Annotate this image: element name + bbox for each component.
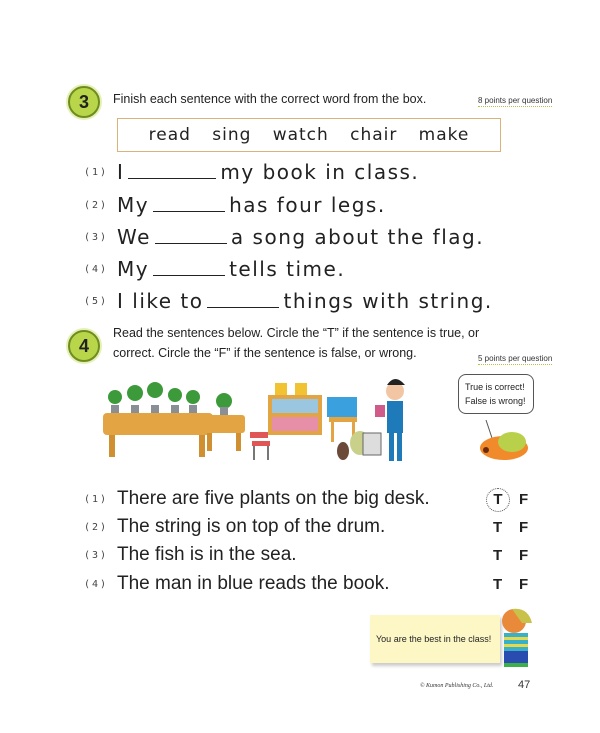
item-number: (3) bbox=[84, 550, 109, 561]
dog-mascot-icon bbox=[472, 414, 532, 464]
section-4-points: 5 points per question bbox=[478, 354, 553, 363]
sentence-text: has four legs. bbox=[229, 193, 386, 217]
page-number: 47 bbox=[518, 679, 531, 691]
chair-illustration bbox=[250, 432, 270, 460]
section-3-points: 8 points per question bbox=[478, 96, 553, 105]
mouse-illustration bbox=[337, 442, 349, 460]
true-option-circled[interactable]: T bbox=[486, 488, 510, 512]
sentence-text: things with string. bbox=[283, 289, 493, 313]
sentence-text: my book in class. bbox=[220, 160, 420, 184]
item-number: (4) bbox=[84, 579, 109, 590]
sentence-text: a song about the flag. bbox=[230, 225, 485, 249]
tf-sentence: There are five plants on the big desk. bbox=[117, 488, 430, 509]
big-desk-illustration bbox=[103, 382, 213, 457]
section-4-instruction-line1: Read the sentences below. Circle the “T” if the sentence is true, or bbox=[113, 326, 480, 340]
sentence-3-2 bbox=[117, 193, 386, 217]
item-number: (4) bbox=[84, 264, 109, 275]
bubble-text: False is wrong! bbox=[465, 396, 526, 406]
answer-blank[interactable] bbox=[207, 307, 279, 308]
section-4-instruction-line2: correct. Circle the “F” if the sentence is false, or wrong. bbox=[113, 346, 417, 360]
sentence-text: We bbox=[117, 225, 151, 249]
item-number: (2) bbox=[84, 200, 109, 211]
false-option[interactable]: F bbox=[519, 491, 529, 508]
praise-note bbox=[370, 615, 500, 663]
answer-blank[interactable] bbox=[128, 178, 216, 179]
drum-illustration bbox=[350, 431, 381, 455]
true-option[interactable]: T bbox=[493, 576, 503, 593]
word-box-word: sing bbox=[212, 125, 252, 145]
word-box-word: watch bbox=[272, 125, 329, 145]
answer-blank[interactable] bbox=[153, 211, 225, 212]
item-number: (1) bbox=[84, 494, 109, 505]
tf-sentence: The man in blue reads the book. bbox=[117, 573, 390, 594]
item-number: (5) bbox=[84, 296, 109, 307]
praise-text: You are the best in the class! bbox=[376, 634, 492, 644]
sentence-text: My bbox=[117, 257, 150, 281]
word-box-word: chair bbox=[350, 125, 398, 145]
sentence-text: tells time. bbox=[229, 257, 346, 281]
sentence-3-5 bbox=[117, 289, 493, 313]
item-number: (3) bbox=[84, 232, 109, 243]
small-desk-illustration bbox=[203, 393, 245, 451]
word-box bbox=[117, 118, 501, 152]
bookshelf-illustration bbox=[268, 383, 322, 435]
sentence-3-4 bbox=[117, 257, 345, 281]
sentence-text: My bbox=[117, 193, 150, 217]
item-number: (1) bbox=[84, 167, 109, 178]
copyright: © Kumon Publishing Co., Ltd. bbox=[420, 683, 494, 689]
sentence-3-1 bbox=[117, 160, 419, 184]
word-box-word: make bbox=[418, 125, 470, 145]
true-option[interactable]: T bbox=[493, 519, 503, 536]
sentence-text: I like to bbox=[117, 289, 204, 313]
answer-blank[interactable] bbox=[155, 243, 227, 244]
sentence-3-3 bbox=[117, 225, 484, 249]
false-option[interactable]: F bbox=[519, 519, 529, 536]
tf-sentence: The string is on top of the drum. bbox=[117, 516, 386, 537]
section-4-badge: 4 bbox=[68, 330, 100, 362]
item-number: (2) bbox=[84, 522, 109, 533]
bubble-text: True is correct! bbox=[465, 382, 525, 392]
bear-mascot-icon bbox=[494, 607, 538, 669]
false-option[interactable]: F bbox=[519, 547, 529, 564]
tf-sentence: The fish is in the sea. bbox=[117, 544, 297, 565]
true-option[interactable]: T bbox=[493, 547, 503, 564]
classroom-illustration bbox=[95, 375, 425, 470]
false-option[interactable]: F bbox=[519, 576, 529, 593]
answer-blank[interactable] bbox=[153, 275, 225, 276]
sentence-text: I bbox=[117, 160, 125, 184]
section-3-instruction: Finish each sentence with the correct word from the box. bbox=[113, 92, 427, 106]
speech-bubble bbox=[458, 374, 534, 414]
word-box-word: read bbox=[148, 125, 191, 145]
section-3-badge: 3 bbox=[68, 86, 100, 118]
